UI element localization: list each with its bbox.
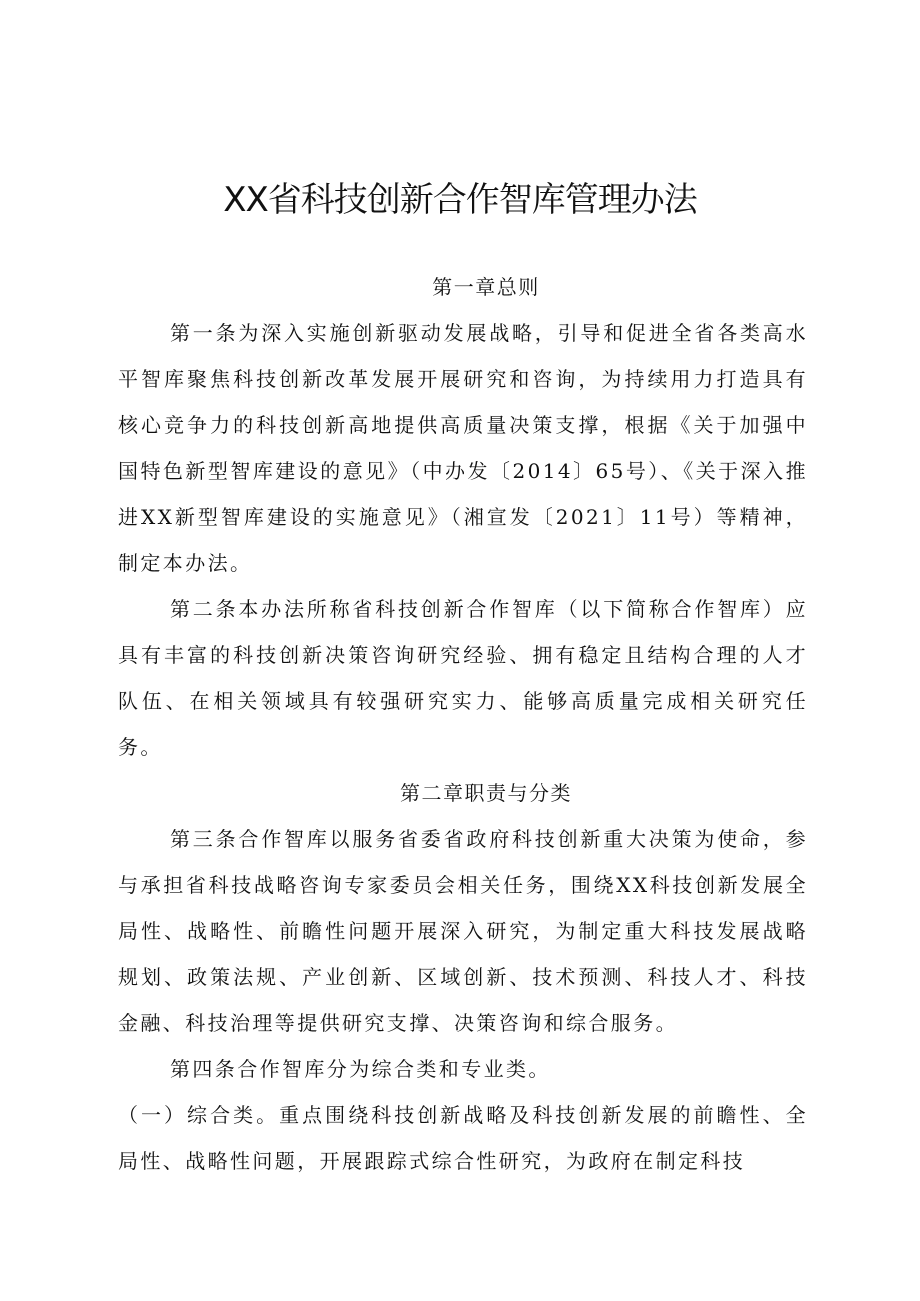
- article-3: 第三条合作智库以服务省委省政府科技创新重大决策为使命，参与承担省科技战略咨询专家委员会相关任务，围绕XX科技创新发展全局性、战略性、前瞻性问题开展深入研究，为制定重大科技发展战略规划、政策法规、产业创新、区域创新、技术预测、科技人才、科技金融、科技治理等提供研究支撑、决策咨询和综合服务。: [118, 827, 808, 1035]
- chapter-heading-1: 第一章总则: [432, 275, 540, 299]
- document-title: XX省科技创新合作智库管理办法: [223, 180, 697, 220]
- document-body: [118, 264, 808, 1184]
- article-4: 第四条合作智库分为综合类和专业类。: [170, 1057, 551, 1081]
- article-1: 第一条为深入实施创新驱动发展战略，引导和促进全省各类高水平智库聚焦科技创新改革发展开展研究和咨询，为持续用力打造具有核心竞争力的科技创新高地提供高质量决策支撑，根据《关于加强中国特色新型智库建设的意见》（中办发〔2014〕65号）、《关于深入推进XX新型智库建设的实施意见》（湘宣发〔2021〕11号）等精神，制定本办法。: [118, 321, 808, 575]
- article-2: 第二条本办法所称省科技创新合作智库（以下简称合作智库）应具有丰富的科技创新决策咨询研究经验、拥有稳定且结构合理的人才队伍、在相关领域具有较强研究实力、能够高质量完成相关研究任务。: [118, 597, 808, 759]
- chapter-heading-2: 第二章职责与分类: [400, 781, 572, 805]
- article-4-item-1: （一）综合类。重点围绕科技创新战略及科技创新发展的前瞻性、全局性、战略性问题，开展跟踪式综合性研究，为政府在制定科技: [118, 1103, 808, 1173]
